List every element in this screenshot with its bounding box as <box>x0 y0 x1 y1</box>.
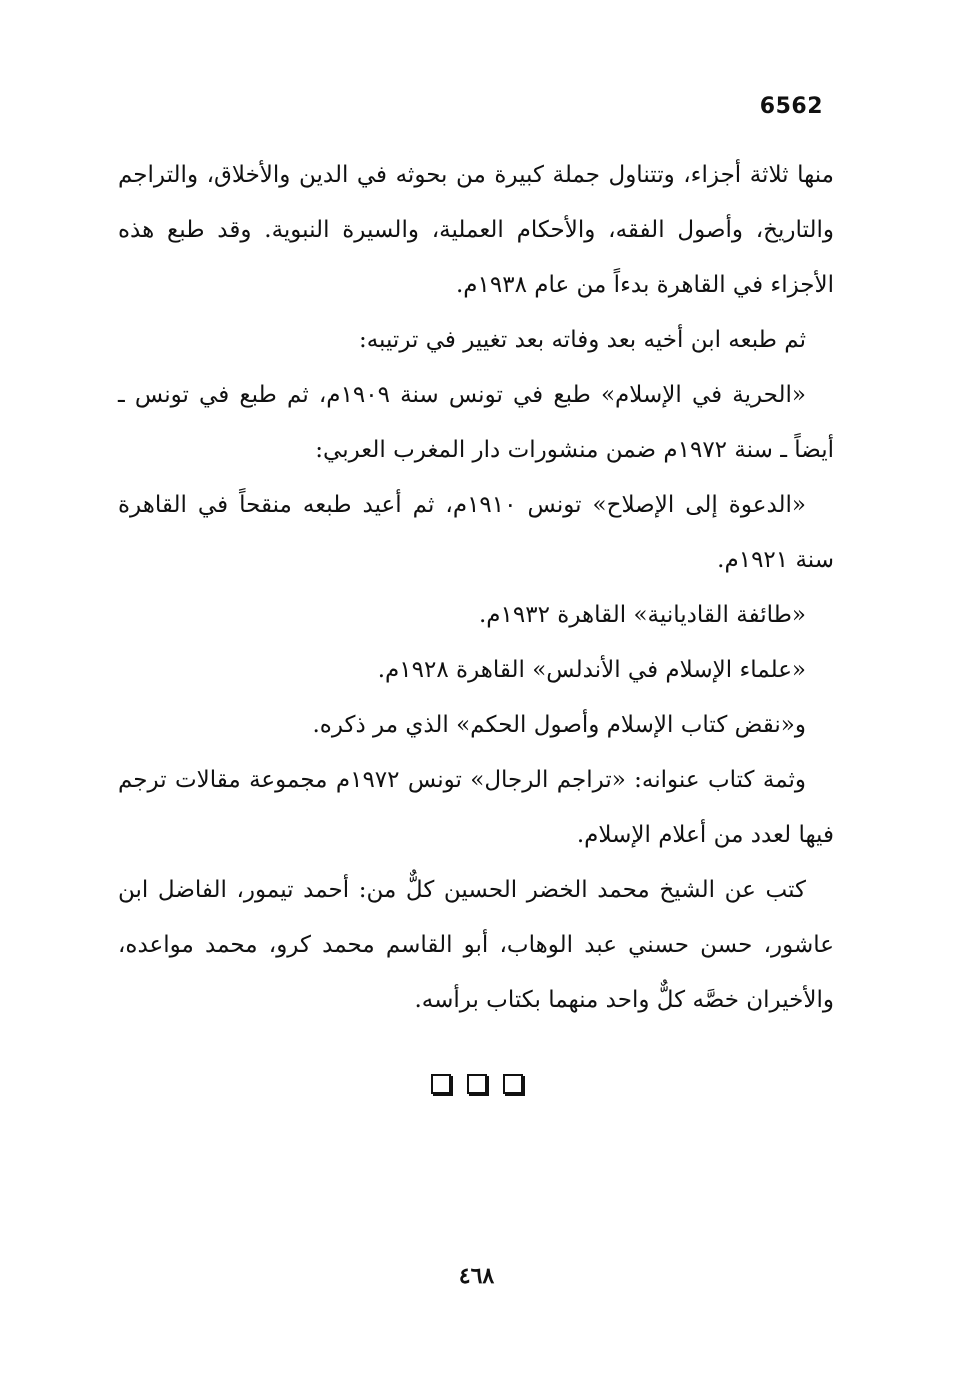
paragraph-call-to-reform: «الدعوة إلى الإصلاح» تونس ١٩١٠م، ثم أعيد طبعه منقحاً في القاهرة سنة ١٩٢١م. <box>118 492 834 573</box>
paragraph-freedom-in-islam: «الحرية في الإسلام» طبع في تونس سنة ١٩٠٩م، ثم طبع في تونس ـ أيضاً ـ سنة ١٩٧٢م ضمن منشورات دار المغرب العربي: <box>118 382 834 463</box>
document-id: 6562 <box>759 94 823 119</box>
square-ornament-icon <box>431 1074 451 1094</box>
paragraph-biographies: وثمة كتاب عنوانه: «تراجم الرجال» تونس ١٩٧٢م مجموعة مقالات ترجم فيها لعدد من أعلام الإسلام. <box>118 767 834 848</box>
paragraph-qadiani-sect: «طائفة القاديانية» القاهرة ١٩٣٢م. <box>478 602 806 628</box>
paragraph-written-about: كتب عن الشيخ محمد الخضر الحسين كلٌّ من: أحمد تيمور، الفاضل ابن عاشور، حسن حسني عبد الوهاب، أبو القاسم محمد كرو، محمد مواعده، والأخيران خصَّه كلٌّ واحد منهما بكتاب برأسه. <box>118 877 834 1013</box>
body-text <box>118 148 834 1028</box>
page-number: ٤٦٨ <box>458 1263 495 1289</box>
section-end-ornament <box>0 1074 953 1094</box>
paragraph-reprint-intro: ثم طبعه ابن أخيه بعد وفاته بعد تغيير في ترتيبه: <box>358 327 806 353</box>
paragraph-works-overview: منها ثلاثة أجزاء، وتتناول جملة كبيرة من بحوثه في الدين والأخلاق، والتراجم والتاريخ، وأصول الفقه، والأحكام العملية، والسيرة النبوية. وقد طبع هذه الأجزاء في القاهرة بدءاً من عام ١٩٣٨م. <box>118 162 834 298</box>
square-ornament-icon <box>503 1074 523 1094</box>
paragraph-andalus-scholars: «علماء الإسلام في الأندلس» القاهرة ١٩٢٨م. <box>377 657 806 683</box>
paragraph-refutation: و«نقض كتاب الإسلام وأصول الحكم» الذي مر ذكره. <box>312 712 806 738</box>
square-ornament-icon <box>467 1074 487 1094</box>
